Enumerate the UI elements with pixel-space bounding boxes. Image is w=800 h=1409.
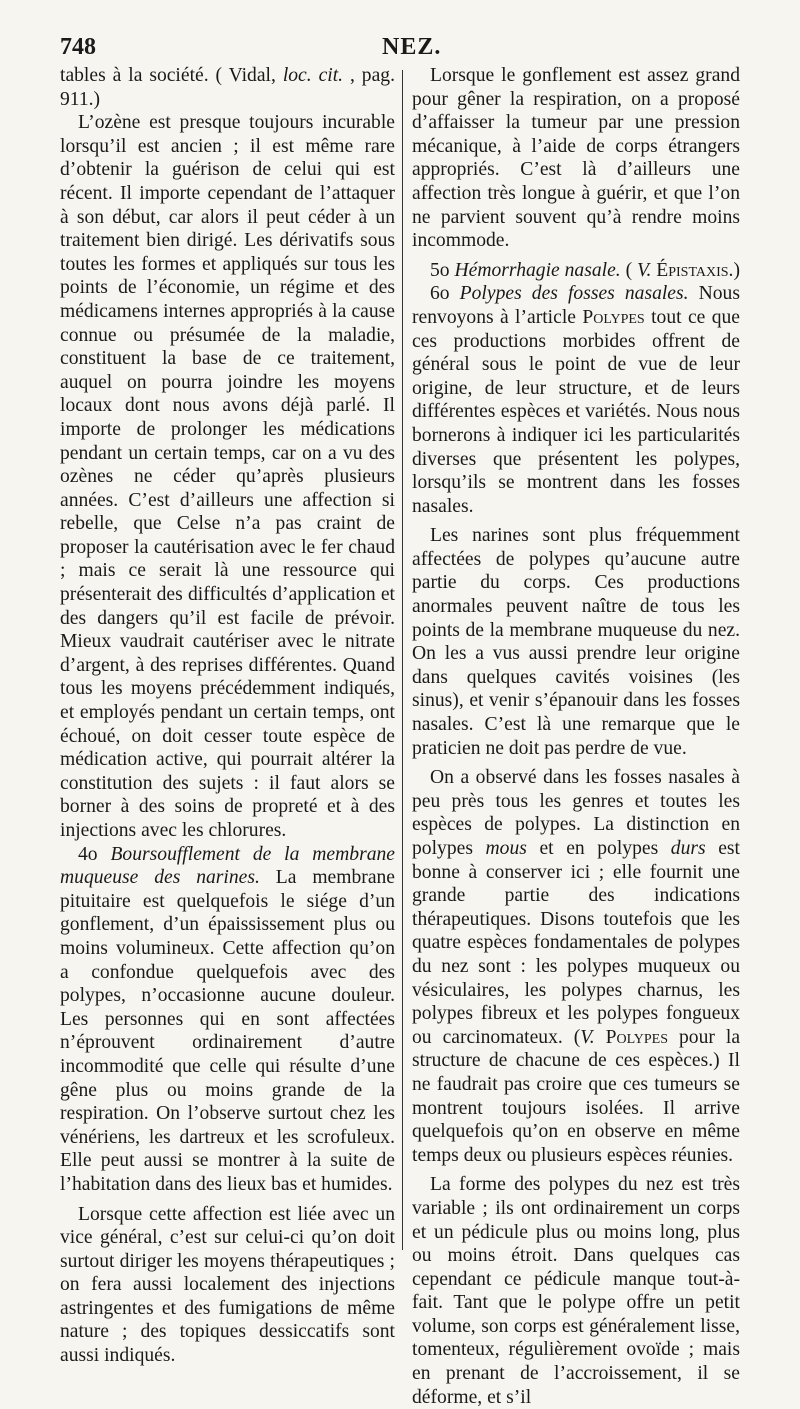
paragraph: Les narines sont plus fréquemment affectées de polypes qu’aucune autre partie du corps. Ces productions anormales peuvent naître de tous les points de la membrane muqueuse du nez. On les a vus aussi prendre leur origine dans quelques cavités voisines (les sinus), et venir s’épanouir dans les fosses nasales. C’est là une remarque que le praticien ne doit pas perdre de vue. (412, 525, 740, 759)
section-title: Polypes des fosses nasales. (459, 283, 689, 305)
column-divider (402, 70, 403, 1250)
section-title: Boursoufflement de la membrane muqueuse des narines. (60, 843, 395, 889)
paragraph: On a observé dans les fosses nasales à peu près tous les genres et toutes les espèces de polypes. La distinction en polypes mous et en polypes durs est bonne à conserver ici ; elle fournit une grande partie des indications thérapeutiques. Disons toutefois que les quatre espèces fondamentales de polypes du nez sont : les polypes muqueux ou vésiculaires, les polypes charnus, les polypes fibreux et les polypes fongueux ou carcinomateux. (V. Polypes pour la structure de chacune de ces espèces.) Il ne faudrait pas croire que ces tumeurs se montrent toujours isolées. Il arrive quelquefois qu’on en observe en même temps deux ou plusieurs espèces réunies. (412, 767, 741, 1166)
left-column (60, 64, 395, 1368)
paragraph: L’ozène est presque toujours incurable lorsqu’il est ancien ; il est même rare d’obtenir la guérison de celui qui est récent. Il importe cependant de l’attaquer à son début, car alors il peut céder à un traitement bien dirigé. Les dérivatifs sous toutes les formes et appliqués sur tous les points de l’économie, un régime et des médicamens internes appropriés à la cause connue ou présumée de la maladie, constituent la base de ce traitement, auquel on pourra joindre les moyens locaux dont nous avons déjà parlé. Il importe de prolonger les médications pendant un certain temps, car on a vu des ozènes ne céder qu’après plusieurs années. C’est d’ailleurs une affection si rebelle, que Celse n’a pas craint de proposer la cautérisation avec le fer chaud ; mais ce serait là une ressource qui présenterait des difficultés d’application et des dangers qu’il est facile de prévoir. Mieux vaudrait cautériser avec le nitrate d’argent, à des reprises différentes. Quand tous les moyens précédemment indiqués, et employés pendant un certain temps, ont échoué, on doit cesser toute espèce de médication active, qui pourrait altérer la constitution des sujets : il faut alors se borner à des soins de propreté et à des injections avec les chlorures. (60, 112, 395, 841)
paragraph: Lorsque cette affection est liée avec un vice général, c’est sur celui-ci qu’on doit surtout diriger les moyens thérapeutiques ; on fera aussi localement des injections astringentes et des fumigations de même nature ; des topiques dessiccatifs sont aussi indiqués. (60, 1203, 395, 1367)
section-title: Hémorrhagie nasale. (454, 259, 621, 281)
right-column (412, 64, 740, 1409)
running-head: NEZ. (382, 34, 442, 60)
page-number: 748 (60, 34, 96, 60)
cross-reference: Polypes (582, 306, 645, 328)
paragraph: Lorsque le gonflement est assez grand pour gêner la respiration, on a proposé d’affaisser la tumeur par une pression mécanique, à l’aide de corps étrangers appropriés. C’est là d’ailleurs une affection très longue à guérir, et que l’on ne parvient souvent qu’à rendre moins incommode. (412, 65, 740, 252)
paragraph: La forme des polypes du nez est très variable ; ils ont ordinairement un corps et un pédicule plus ou moins long, plus ou moins étroit. Dans quelques cas cependant ce pédicule manque tout-à-fait. Tant que le polype offre un petit volume, son corps est généralement lisse, tomenteux, régulièrement ovoïde ; mais en prenant de l’accroissement, il se déforme, et s’il (412, 1174, 740, 1408)
paragraph: tables à la société. ( Vidal, loc. cit. , pag. 911.) (60, 65, 395, 110)
cross-reference: Épistaxis.) (651, 259, 740, 281)
section-polypes: 6o Polypes des fosses nasales. Nous renvoyons à l’article Polypes tout ce que ces productions morbides offrent de général sous le point de vue de leur origine, de leur structure, et de leurs différentes espèces et variétés. Nous nous bornerons à indiquer ici les particularités diverses que présentent les polypes, lorsqu’ils se montrent dans les fosses nasales. (412, 283, 740, 517)
cross-reference: Polypes (594, 1026, 669, 1048)
section-boursoufflement: 4o Boursoufflement de la membrane muqueuse des narines. La membrane pituitaire est quelquefois le siége d’un gonflement, d’un épaississement plus ou moins volumineux. Cette affection qu’on a confondue quelquefois avec des polypes, n’occasionne aucune douleur. Les personnes qui en sont affectées n’éprouvent ordinairement d’autre incommodité que celle qui résulte d’une gêne plus ou moins grande de la respiration. On l’observe surtout chez les vénériens, les dartreux et les scrofuleux. Elle peut aussi se montrer à la suite de l’habitation dans des lieux bas et humides. (60, 843, 396, 1195)
section-hemorrhagie: 5o Hémorrhagie nasale. ( V. Épistaxis.) (430, 259, 740, 281)
